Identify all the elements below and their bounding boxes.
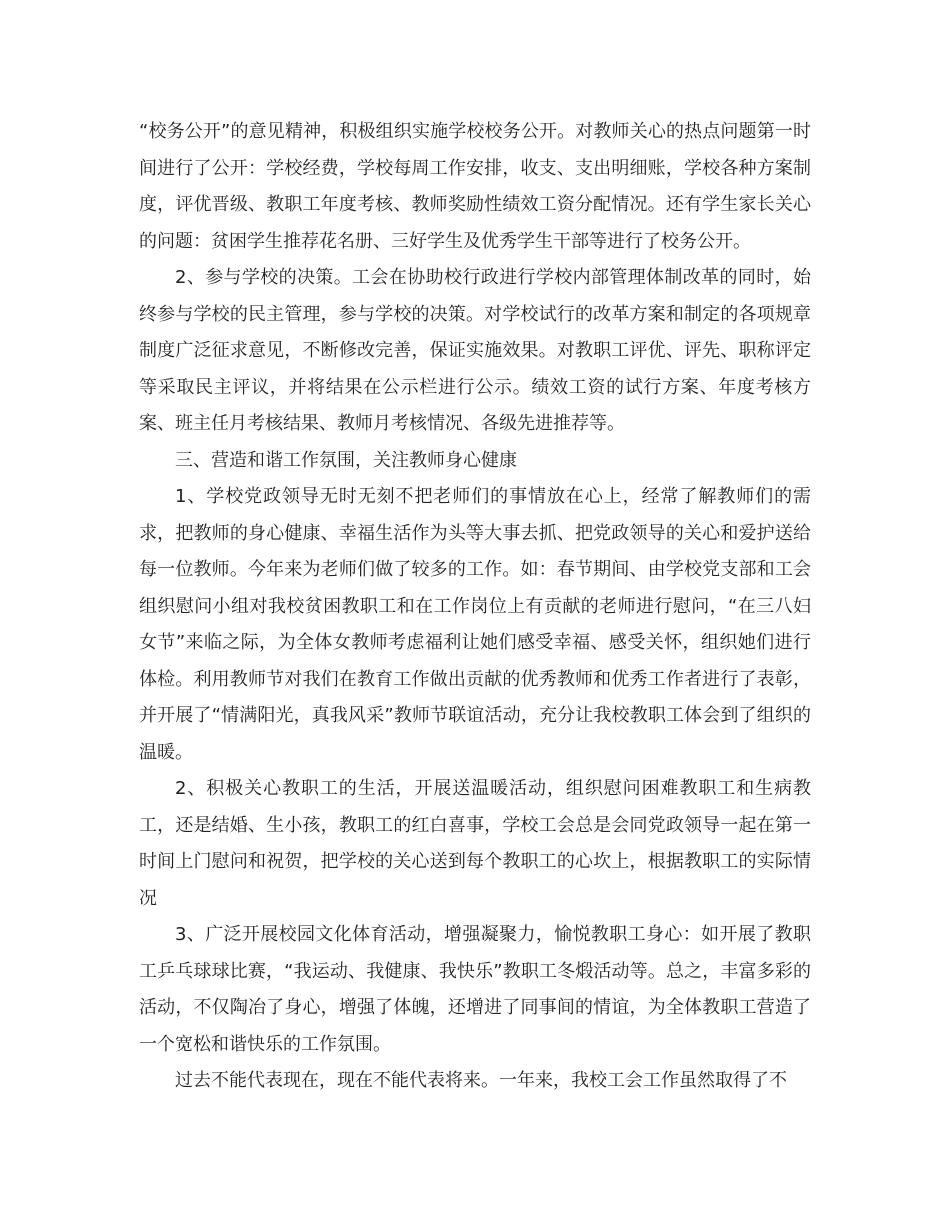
section-heading-harmonious-atmosphere: 三、营造和谐工作氛围，关注教师身心健康	[175, 449, 517, 471]
paragraph-conclusion: 过去不能代表现在，现在不能代表将来。一年来，我校工会工作虽然取得了不	[175, 1070, 787, 1091]
paragraph-culture-sports: 3、广泛开展校园文化体育活动，增强凝聚力，愉悦教职工身心：如开展了教职工乒乓球球比赛，“我运动、我健康、我快乐”教职工冬煅活动等。总之，丰富多彩的活动，不仅陶冶了身心，增强了体魄，还增进了同事间的情谊，为全体教职工营造了一个宽松和谐快乐的工作氛围。	[139, 924, 811, 1055]
paragraph-care-for-teachers: 1、学校党政领导无时无刻不把老师们的事情放在心上，经常了解教师们的需求，把教师的身心健康、幸福生活作为头等大事去抓、把党政领导的关心和爱护送给每一位教师。今年来为老师们做了较多的工作。如：春节期间、由学校党支部和工会组织慰问小组对我校贫困教职工和在工作岗位上有贡献的老师进行慰问，“在三八妇女节”来临之际，为全体女教师考虑福利让她们感受幸福、感受关怀，组织她们进行体检。利用教师节对我们在教育工作做出贡献的优秀教师和优秀工作者进行了表彰，并开展了“情满阳光，真我风采”教师节联谊活动，充分让我校教职工体会到了组织的温暖。	[139, 486, 811, 763]
paragraph-school-affairs-openness: “校务公开”的意见精神，积极组织实施学校校务公开。对教师关心的热点问题第一时间进行了公开：学校经费，学校每周工作安排，收支、支出明细账，学校各种方案制度，评优晋级、教职工年度考核、教师奖励性绩效工资分配情况。还有学生家长关心的问题：贫困学生推荐花名册、三好学生及优秀学生干部等进行了校务公开。	[139, 121, 811, 252]
document-body	[139, 114, 811, 1100]
paragraph-warmth-activities: 2、积极关心教职工的生活，开展送温暖活动，组织慰问困难教职工和生病教工，还是结婚、生小孩，教职工的红白喜事，学校工会总是会同党政领导一起在第一时间上门慰问和祝贺，把学校的关心送到每个教职工的心坎上，根据教职工的实际情况	[139, 778, 811, 909]
paragraph-participate-decision: 2、参与学校的决策。工会在协助校行政进行学校内部管理体制改革的同时，始终参与学校的民主管理，参与学校的决策。对学校试行的改革方案和制定的各项规章制度广泛征求意见，不断修改完善，保证实施效果。对教职工评优、评先、职称评定等采取民主评议，并将结果在公示栏进行公示。绩效工资的试行方案、年度考核方案、班主任月考核结果、教师月考核情况、各级先进推荐等。	[139, 267, 811, 434]
